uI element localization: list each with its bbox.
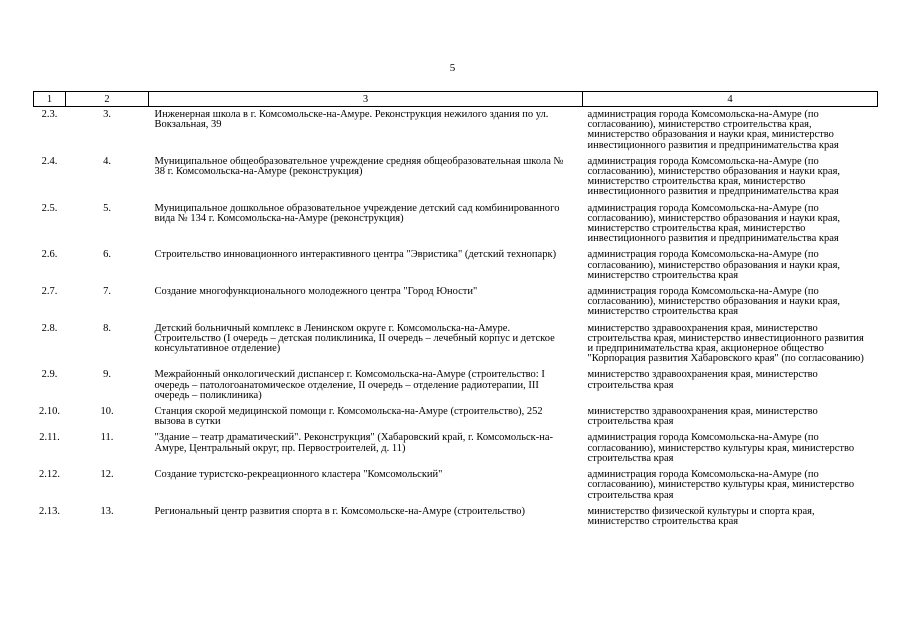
responsible-executor: министерство здравоохранения края, министерство строительства края, министерство инвестиционного развития и предпринимательства края, акционерное общество "Корпорация развития Хабаровского края" (по согласованию) xyxy=(587,322,864,365)
row-number: 2.9. xyxy=(41,369,58,381)
row-number: 2.6. xyxy=(41,249,58,261)
responsible-executor: администрация города Комсомольска-на-Амуре (по согласованию), министерство культуры края, министерство строительства края xyxy=(587,432,855,464)
row-index: 11. xyxy=(100,432,114,444)
object-name: Инженерная школа в г. Комсомольске-на-Амуре. Реконструкция нежилого здания по ул. Вокзальная, 39 xyxy=(154,109,549,131)
row-index: 5. xyxy=(103,202,111,214)
object-name: Муниципальное дошкольное образовательное учреждение детский сад комбинированного вида № 134 г. Комсомольска-на-Амуре (реконструкция) xyxy=(154,202,560,224)
table-row xyxy=(34,151,878,198)
responsible-executor: администрация города Комсомольска-на-Амуре (по согласованию), министерство культуры края, министерство строительства края xyxy=(587,469,855,501)
row-index: 13. xyxy=(100,505,114,517)
responsible-executor: администрация города Комсомольска-на-Амуре (по согласованию), министерство образования и науки края, министерство строительства края, министерство инвестиционного развития и предпринимательства края xyxy=(587,202,841,245)
row-number: 2.3. xyxy=(41,109,58,120)
row-number: 2.8. xyxy=(41,322,58,334)
row-number: 2.11. xyxy=(39,432,60,444)
object-name: Межрайонный онкологический диспансер г. Комсомольска-на-Амуре (строительство: I очередь – патологоанатомическое отделение, II очередь – отделение радиотерапии, III очередь – поликлиника) xyxy=(154,369,545,401)
object-name: "Здание – театр драматический". Реконструкция" (Хабаровский край, г. Комсомольск-на-Амуре, Центральный округ, пр. Первостроителей, д. 11) xyxy=(154,432,554,454)
row-index: 6. xyxy=(103,249,111,261)
row-index: 10. xyxy=(100,406,114,418)
header-col-4: 4 xyxy=(583,92,878,107)
page-number: 5 xyxy=(449,62,456,74)
table-row xyxy=(34,107,878,151)
responsible-executor: министерство здравоохранения края, министерство строительства края xyxy=(587,406,818,428)
row-index: 4. xyxy=(103,155,111,167)
table-row xyxy=(34,501,878,527)
responsible-executor: министерство здравоохранения края, министерство строительства края xyxy=(587,369,818,391)
responsible-executor: министерство физической культуры и спорта края, министерство строительства края xyxy=(587,505,815,527)
row-index: 7. xyxy=(103,286,111,298)
responsible-executor: администрация города Комсомольска-на-Амуре (по согласованию), министерство образования и науки края, министерство строительства края xyxy=(587,286,841,318)
row-number: 2.5. xyxy=(41,202,58,214)
table-row xyxy=(34,244,878,281)
object-name: Строительство инновационного интерактивного центра "Эвристика" (детский технопарк) xyxy=(154,249,557,261)
row-number: 2.7. xyxy=(41,286,58,298)
object-name: Региональный центр развития спорта в г. Комсомольске-на-Амуре (строительство) xyxy=(154,505,526,517)
object-name: Муниципальное общеобразовательное учреждение средняя общеобразовательная школа № 38 г. Комсомольска-на-Амуре (реконструкция) xyxy=(154,155,564,178)
responsible-executor: администрация города Комсомольска-на-Амуре (по согласованию), министерство строительства края, министерство образования и науки края, министерство инвестиционного развития и предпринимательства края xyxy=(587,109,839,151)
object-name: Создание многофункционального молодежного центра "Город Юности" xyxy=(154,286,478,298)
table-row xyxy=(34,401,878,427)
row-number: 2.13. xyxy=(39,505,60,517)
table-row xyxy=(34,427,878,464)
responsible-executor: администрация города Комсомольска-на-Амуре (по согласованию), министерство образования и науки края, министерство строительства края xyxy=(587,249,841,281)
row-number: 2.4. xyxy=(41,155,58,167)
table-body xyxy=(34,107,878,528)
table-row xyxy=(34,318,878,365)
row-number: 2.12. xyxy=(39,469,60,481)
row-number: 2.10. xyxy=(39,406,60,418)
row-index: 9. xyxy=(103,369,111,381)
table-row xyxy=(34,364,878,401)
table-header xyxy=(34,92,878,107)
header-col-3: 3 xyxy=(149,92,583,107)
object-name: Станция скорой медицинской помощи г. Комсомольска-на-Амуре (строительство), 252 вызова в сутки xyxy=(154,406,543,428)
responsible-executor: администрация города Комсомольска-на-Амуре (по согласованию), министерство образования и науки края, министерство строительства края, министерство инвестиционного развития и предпринимательства края xyxy=(587,155,841,198)
table-row xyxy=(34,281,878,318)
header-col-2: 2 xyxy=(66,92,149,107)
row-index: 8. xyxy=(103,322,111,334)
object-name: Детский больничный комплекс в Ленинском округе г. Комсомольска-на-Амуре. Строительство (I очередь – детская поликлиника, II очередь – лечебный корпус и детское консультативное отделение) xyxy=(154,322,555,355)
table-row xyxy=(34,198,878,245)
row-index: 12. xyxy=(100,469,114,481)
header-row xyxy=(34,92,878,107)
program-table xyxy=(33,91,878,527)
row-index: 3. xyxy=(103,109,111,120)
header-col-1: 1 xyxy=(34,92,66,107)
object-name: Создание туристско-рекреационного кластера "Комсомольский" xyxy=(154,469,443,481)
table-row xyxy=(34,464,878,501)
